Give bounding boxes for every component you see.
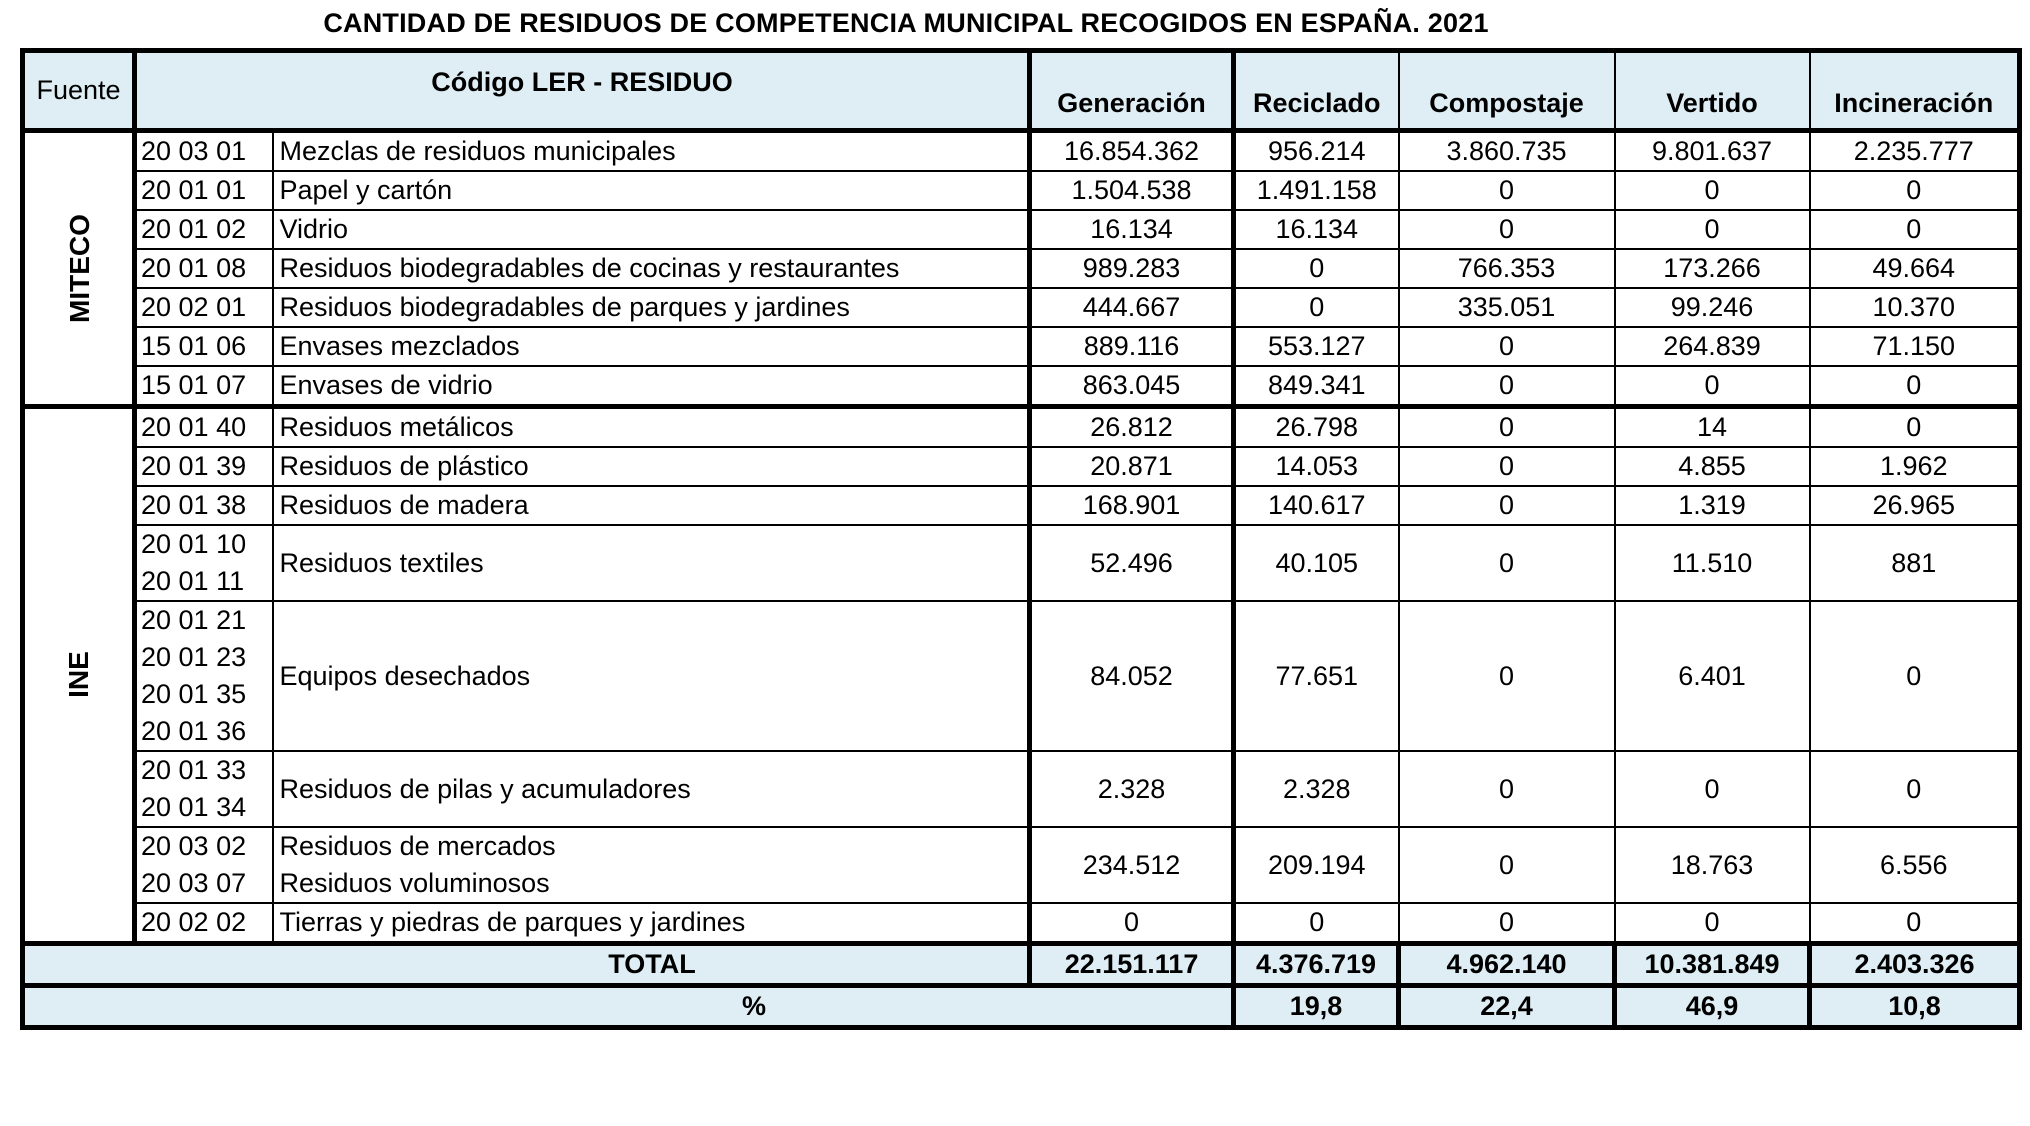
value-reciclado: 40.105 [1234, 525, 1399, 601]
value-compostaje: 0 [1399, 827, 1615, 903]
ler-code-cell [135, 903, 273, 944]
value-generacion: 16.134 [1030, 210, 1234, 249]
value-compostaje: 0 [1399, 601, 1615, 751]
residue-name: Residuos de mercados [279, 831, 556, 861]
value-vertido: 0 [1615, 210, 1810, 249]
value-compostaje: 0 [1399, 447, 1615, 486]
source-label: INE [63, 651, 94, 698]
value-vertido: 0 [1615, 903, 1810, 944]
ler-code: 20 01 36 [141, 716, 247, 746]
percent-label: % [23, 986, 1234, 1028]
table-row [23, 249, 2020, 288]
residue-name: Residuos de pilas y acumuladores [279, 773, 691, 804]
value-compostaje: 0 [1399, 903, 1615, 944]
value-incineracion: 0 [1810, 407, 2020, 448]
ler-code-cell [135, 751, 273, 827]
residue-name: Residuos textiles [279, 547, 484, 578]
value-compostaje: 0 [1399, 366, 1615, 407]
table-row [23, 210, 2020, 249]
value-generacion: 863.045 [1030, 366, 1234, 407]
ler-code: 20 01 38 [141, 490, 247, 520]
table-row [23, 903, 2020, 944]
residue-name: Mezclas de residuos municipales [279, 136, 676, 166]
ler-code-cell [135, 407, 273, 448]
table-row [23, 827, 2020, 903]
residue-name-cell [273, 827, 1030, 903]
residue-name-cell [273, 210, 1030, 249]
ler-code-cell [135, 249, 273, 288]
table-row [23, 447, 2020, 486]
residue-name: Vidrio [279, 214, 349, 244]
ler-code-cell [135, 366, 273, 407]
percent-row [23, 986, 2020, 1028]
ler-code: 20 01 02 [141, 214, 247, 244]
value-generacion: 234.512 [1030, 827, 1234, 903]
source-cell [23, 131, 135, 407]
value-reciclado: 16.134 [1234, 210, 1399, 249]
ler-code: 20 01 40 [141, 412, 247, 442]
value-generacion: 20.871 [1030, 447, 1234, 486]
value-reciclado: 1.491.158 [1234, 171, 1399, 210]
value-compostaje: 0 [1399, 751, 1615, 827]
value-vertido: 0 [1615, 366, 1810, 407]
value-incineracion: 0 [1810, 210, 2020, 249]
value-incineracion: 10.370 [1810, 288, 2020, 327]
ler-code: 20 01 39 [141, 451, 247, 481]
value-vertido: 18.763 [1615, 827, 1810, 903]
residue-name: Equipos desechados [279, 660, 531, 691]
value-compostaje: 0 [1399, 407, 1615, 448]
residue-name: Residuos de plástico [279, 451, 529, 481]
residue-name: Residuos biodegradables de cocinas y restaurantes [279, 253, 900, 283]
source-label: MITECO [63, 213, 95, 323]
residue-name-cell [273, 288, 1030, 327]
ler-code-cell [135, 486, 273, 525]
header-vertido: Vertido [1615, 51, 1810, 131]
value-generacion: 0 [1030, 903, 1234, 944]
total-label: TOTAL [23, 944, 1030, 986]
ler-code: 20 01 33 [141, 755, 247, 785]
ler-code-cell [135, 525, 273, 601]
ler-code-cell [135, 447, 273, 486]
source-cell [23, 407, 135, 944]
value-incineracion: 881 [1810, 525, 2020, 601]
residue-name: Residuos voluminosos [279, 868, 550, 898]
table-row [23, 525, 2020, 601]
table-title: CANTIDAD DE RESIDUOS DE COMPETENCIA MUNICIPAL RECOGIDOS EN ESPAÑA. 2021 [323, 8, 1489, 38]
ler-code: 20 03 07 [141, 868, 247, 898]
value-compostaje: 335.051 [1399, 288, 1615, 327]
table-row [23, 751, 2020, 827]
table-row [23, 601, 2020, 751]
header-residue: Código LER - RESIDUO [135, 51, 1030, 131]
residue-name-cell [273, 327, 1030, 366]
residue-name-cell [273, 486, 1030, 525]
total-generacion: 22.151.117 [1030, 944, 1234, 986]
value-incineracion: 0 [1810, 903, 2020, 944]
table-row [23, 366, 2020, 407]
residue-name-cell [273, 525, 1030, 601]
value-vertido: 4.855 [1615, 447, 1810, 486]
ler-code: 20 01 34 [141, 792, 247, 822]
residue-name-cell [273, 366, 1030, 407]
value-reciclado: 553.127 [1234, 327, 1399, 366]
residue-name: Residuos biodegradables de parques y jardines [279, 292, 850, 322]
value-generacion: 2.328 [1030, 751, 1234, 827]
value-generacion: 26.812 [1030, 407, 1234, 448]
value-vertido: 11.510 [1615, 525, 1810, 601]
value-generacion: 16.854.362 [1030, 131, 1234, 172]
value-compostaje: 0 [1399, 327, 1615, 366]
table-row [23, 171, 2020, 210]
value-vertido: 0 [1615, 751, 1810, 827]
waste-table [20, 48, 2022, 1030]
value-incineracion: 71.150 [1810, 327, 2020, 366]
value-compostaje: 766.353 [1399, 249, 1615, 288]
value-generacion: 168.901 [1030, 486, 1234, 525]
header-row [23, 51, 2020, 131]
value-incineracion: 0 [1810, 366, 2020, 407]
value-generacion: 889.116 [1030, 327, 1234, 366]
ler-code: 15 01 06 [141, 331, 247, 361]
header-generacion: Generación [1030, 51, 1234, 131]
header-incineracion: Incineración [1810, 51, 2020, 131]
value-reciclado: 2.328 [1234, 751, 1399, 827]
percent-incineracion: 10,8 [1810, 986, 2020, 1028]
header-source: Fuente [23, 51, 135, 131]
value-incineracion: 0 [1810, 601, 2020, 751]
header-compostaje: Compostaje [1399, 51, 1615, 131]
value-vertido: 264.839 [1615, 327, 1810, 366]
ler-code-cell [135, 288, 273, 327]
value-vertido: 173.266 [1615, 249, 1810, 288]
ler-code: 20 01 08 [141, 253, 247, 283]
table-row [23, 131, 2020, 172]
total-compostaje: 4.962.140 [1399, 944, 1615, 986]
ler-code: 20 01 23 [141, 642, 247, 672]
value-reciclado: 849.341 [1234, 366, 1399, 407]
value-incineracion: 0 [1810, 751, 2020, 827]
total-row [23, 944, 2020, 986]
value-generacion: 444.667 [1030, 288, 1234, 327]
percent-vertido: 46,9 [1615, 986, 1810, 1028]
value-reciclado: 26.798 [1234, 407, 1399, 448]
table-row [23, 327, 2020, 366]
value-incineracion: 2.235.777 [1810, 131, 2020, 172]
value-compostaje: 3.860.735 [1399, 131, 1615, 172]
header-reciclado: Reciclado [1234, 51, 1399, 131]
value-reciclado: 0 [1234, 249, 1399, 288]
value-compostaje: 0 [1399, 171, 1615, 210]
value-vertido: 14 [1615, 407, 1810, 448]
residue-name-cell [273, 903, 1030, 944]
residue-name-cell [273, 751, 1030, 827]
ler-code-cell [135, 210, 273, 249]
value-compostaje: 0 [1399, 486, 1615, 525]
value-reciclado: 209.194 [1234, 827, 1399, 903]
ler-code: 20 01 35 [141, 679, 247, 709]
ler-code: 20 01 11 [141, 566, 245, 596]
ler-code: 20 02 02 [141, 907, 247, 937]
value-generacion: 989.283 [1030, 249, 1234, 288]
table-row [23, 486, 2020, 525]
value-compostaje: 0 [1399, 525, 1615, 601]
value-incineracion: 1.962 [1810, 447, 2020, 486]
ler-code: 20 02 01 [141, 292, 247, 322]
ler-code: 20 03 01 [141, 136, 247, 166]
residue-name: Residuos metálicos [279, 412, 514, 442]
residue-name: Envases mezclados [279, 331, 520, 361]
ler-code: 20 01 21 [141, 605, 247, 635]
total-vertido: 10.381.849 [1615, 944, 1810, 986]
percent-reciclado: 19,8 [1234, 986, 1399, 1028]
ler-code-cell [135, 131, 273, 172]
ler-code: 15 01 07 [141, 370, 247, 400]
table-row [23, 407, 2020, 448]
percent-compostaje: 22,4 [1399, 986, 1615, 1028]
value-reciclado: 956.214 [1234, 131, 1399, 172]
value-reciclado: 14.053 [1234, 447, 1399, 486]
value-reciclado: 0 [1234, 288, 1399, 327]
residue-name-cell [273, 601, 1030, 751]
value-generacion: 52.496 [1030, 525, 1234, 601]
value-generacion: 84.052 [1030, 601, 1234, 751]
value-reciclado: 77.651 [1234, 601, 1399, 751]
value-generacion: 1.504.538 [1030, 171, 1234, 210]
value-vertido: 99.246 [1615, 288, 1810, 327]
residue-name: Tierras y piedras de parques y jardines [279, 907, 746, 937]
value-incineracion: 49.664 [1810, 249, 2020, 288]
residue-name-cell [273, 447, 1030, 486]
ler-code-cell [135, 171, 273, 210]
value-incineracion: 6.556 [1810, 827, 2020, 903]
value-vertido: 0 [1615, 171, 1810, 210]
residue-name-cell [273, 171, 1030, 210]
residue-name-cell [273, 249, 1030, 288]
value-compostaje: 0 [1399, 210, 1615, 249]
residue-name: Papel y cartón [279, 175, 453, 205]
value-vertido: 1.319 [1615, 486, 1810, 525]
ler-code-cell [135, 601, 273, 751]
value-reciclado: 0 [1234, 903, 1399, 944]
ler-code-cell [135, 327, 273, 366]
residue-name: Residuos de madera [279, 490, 529, 520]
residue-name-cell [273, 131, 1030, 172]
value-vertido: 6.401 [1615, 601, 1810, 751]
ler-code: 20 01 10 [141, 529, 247, 559]
residue-name: Envases de vidrio [279, 370, 493, 400]
value-incineracion: 0 [1810, 171, 2020, 210]
value-vertido: 9.801.637 [1615, 131, 1810, 172]
ler-code: 20 01 01 [141, 175, 247, 205]
table-row [23, 288, 2020, 327]
ler-code: 20 03 02 [141, 831, 247, 861]
total-incineracion: 2.403.326 [1810, 944, 2020, 986]
value-reciclado: 140.617 [1234, 486, 1399, 525]
total-reciclado: 4.376.719 [1234, 944, 1399, 986]
ler-code-cell [135, 827, 273, 903]
residue-name-cell [273, 407, 1030, 448]
value-incineracion: 26.965 [1810, 486, 2020, 525]
